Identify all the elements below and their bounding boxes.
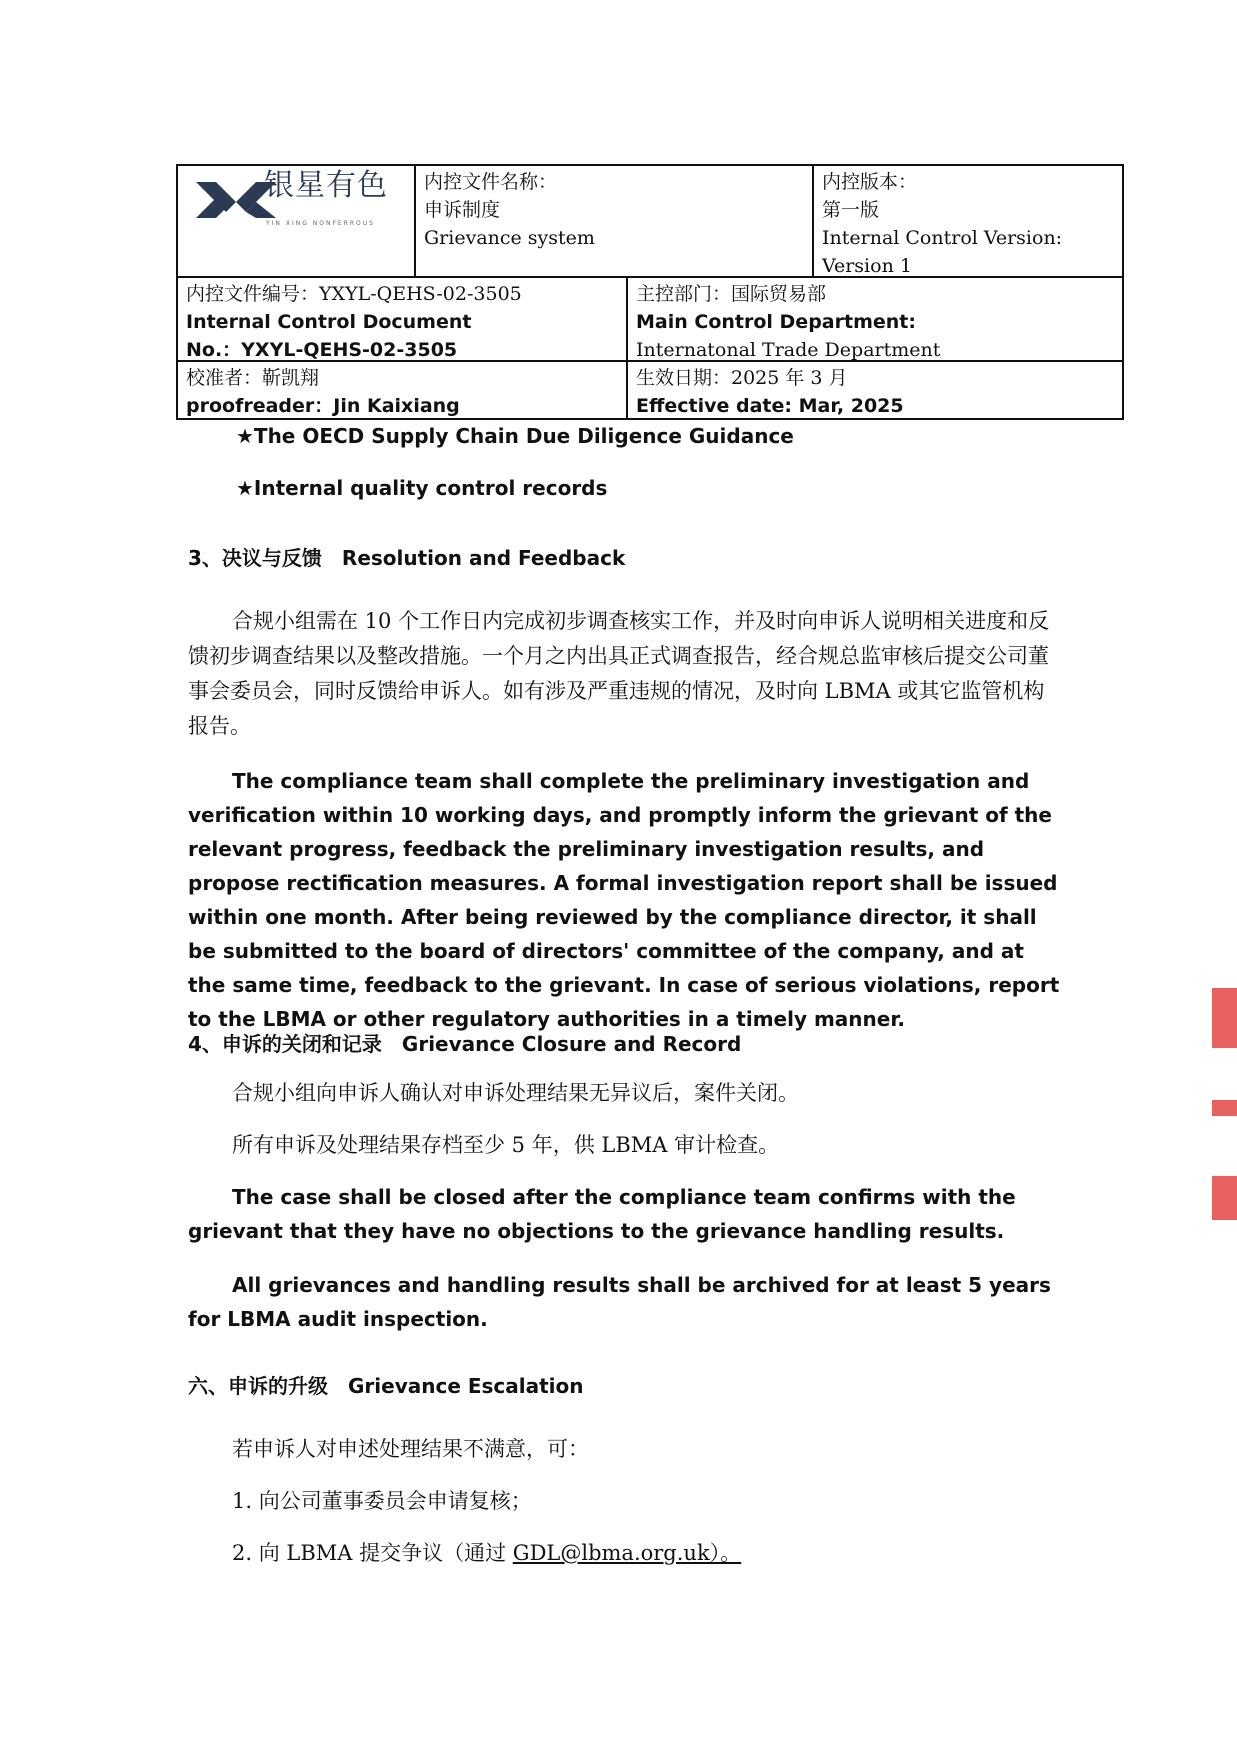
section-6-item-2 — [188, 1536, 1060, 1571]
doc-number-cn: 内控文件编号：YXYL-QEHS-02-3505 — [186, 283, 522, 305]
header-row-2 — [178, 278, 1122, 362]
doc-name-cn: 申诉制度 — [424, 199, 501, 221]
seal-fragment-2 — [1212, 1100, 1237, 1116]
effective-date-en: Effective date: Mar, 2025 — [636, 395, 904, 417]
section-4-title: 4、申诉的关闭和记录 Grievance Closure and Record — [188, 1032, 742, 1056]
section-3-title: 3、决议与反馈 Resolution and Feedback — [188, 546, 626, 570]
seal-fragment-3 — [1212, 1176, 1237, 1220]
bullet-oecd: ★The OECD Supply Chain Due Diligence Guidance — [236, 424, 794, 448]
header-row-1 — [178, 166, 1122, 278]
section-4-cn-line-2: 所有申诉及处理结果存档至少 5 年，供 LBMA 审计检查。 — [232, 1133, 780, 1157]
header-row-3 — [178, 362, 1122, 418]
section-4-en-paragraph-2: All grievances and handling results shall be archived for at least 5 years for LBMA audit inspection. — [188, 1273, 1051, 1331]
logo-name: 银星有色 — [264, 168, 388, 203]
section-3-en-paragraph: The compliance team shall complete the preliminary investigation and verification within 10 working days, and promptly inform the grievant of the relevant progress, feedback the preliminary investigation results, and propose rectification measures. A formal investigation report shall be issued within one month. After being reviewed by the compliance director, it shall be submitted to the board of directors' committee of the company, and at the same time, feedback to the grievant. In case of serious violations, report to the LBMA or other regulatory authorities in a timely manner. — [188, 769, 1060, 1031]
section-4-en-paragraph-1: The case shall be closed after the compliance team confirms with the grievant that they have no objections to the grievance handling results. — [188, 1185, 1016, 1243]
department-cell — [626, 278, 1122, 360]
version-cell — [812, 166, 1122, 276]
doc-name-cell — [414, 166, 812, 276]
doc-name-label: 内控文件名称： — [424, 171, 558, 193]
logo-subtitle: YIN XING NONFERROUS — [266, 220, 375, 227]
version-cn: 第一版 — [822, 199, 880, 221]
logo-cell — [178, 166, 414, 276]
section-6-item-1: 1. 向公司董事委员会申请复核； — [232, 1489, 532, 1513]
bullet-quality-records: ★Internal quality control records — [236, 476, 608, 500]
department-en-2: Internatonal Trade Department — [636, 339, 941, 361]
doc-name-en: Grievance system — [424, 227, 595, 249]
version-label: 内控版本： — [822, 171, 918, 193]
department-cn: 主控部门：国际贸易部 — [636, 283, 827, 305]
section-6-intro: 若申诉人对申述处理结果不满意，可： — [232, 1437, 589, 1461]
seal-fragment-1 — [1212, 988, 1237, 1048]
department-en-1: Main Control Department: — [636, 311, 916, 333]
version-en: Version 1 — [822, 255, 912, 277]
section-6-title: 六、申诉的升级 Grievance Escalation — [188, 1374, 584, 1398]
version-en-label: Internal Control Version: — [822, 227, 1063, 249]
effective-date-cell — [626, 362, 1122, 418]
header-table — [176, 164, 1124, 420]
lbma-email-link[interactable]: GDL@lbma.org.uk）。 — [512, 1541, 742, 1565]
proofreader-en: proofreader：Jin Kaixiang — [186, 395, 460, 417]
section-3-cn-paragraph: 合规小组需在 10 个工作日内完成初步调查核实工作，并及时向申诉人说明相关进度和反馈初步调查结果以及整改措施。一个月之内出具正式调查报告，经合规总监审核后提交公司董事会委员会，同时反馈给申诉人。如有涉及严重违规的情况，及时向 LBMA 或其它监管机构报告。 — [188, 609, 1050, 738]
section-4-cn-line-1: 合规小组向申诉人确认对申诉处理结果无异议后，案件关闭。 — [232, 1081, 799, 1105]
section-6-item-2-text: 2. 向 LBMA 提交争议（通过 — [232, 1541, 513, 1565]
proofreader-cn: 校准者：靳凯翔 — [186, 367, 320, 389]
doc-number-en-2: No.：YXYL-QEHS-02-3505 — [186, 339, 458, 361]
effective-date-cn: 生效日期：2025 年 3 月 — [636, 367, 848, 389]
doc-number-cell — [178, 278, 626, 360]
proofreader-cell — [178, 362, 626, 418]
doc-number-en-1: Internal Control Document — [186, 311, 472, 333]
